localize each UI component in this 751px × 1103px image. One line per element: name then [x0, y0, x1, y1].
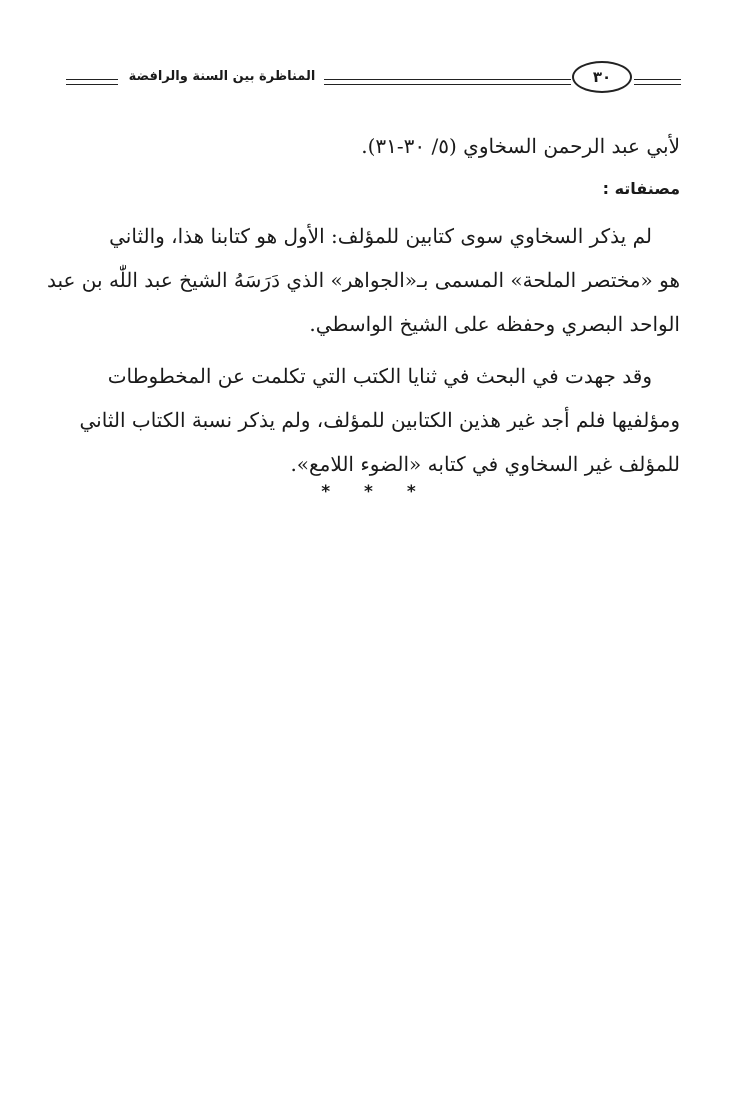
paragraph-research-note [66, 354, 680, 486]
section-heading: مصنفاته : [602, 179, 680, 198]
page-header [66, 58, 681, 98]
header-rule-right [634, 79, 681, 85]
section-separator: * * * [321, 482, 430, 502]
page-body [46, 124, 680, 486]
header-rule-middle [324, 79, 571, 85]
running-title: المناظرة بين السنة والرافضة [128, 69, 316, 84]
paragraph-line: للمؤلف غير السخاوي في كتابه «الضوء اللامع». [290, 452, 680, 476]
paragraph-line: لم يذكر السخاوي سوى كتابين للمؤلف: الأول هو كتابنا هذا، والثاني [109, 224, 652, 248]
paragraph-line: الواحد البصري وحفظه على الشيخ الواسطي. [309, 312, 680, 336]
paragraph-authored-works [46, 214, 680, 346]
paragraph-line: وقد جهدت في البحث في ثنايا الكتب التي تكلمت عن المخطوطات [107, 364, 652, 388]
page-number: ٣٠ [592, 68, 612, 86]
intro-line: لأبي عبد الرحمن السخاوي (٥/ ٣٠-٣١). [361, 134, 680, 158]
header-rule-left [66, 79, 118, 85]
page-number-badge [572, 61, 632, 93]
paragraph-line: ومؤلفيها فلم أجد غير هذين الكتابين للمؤلف، ولم يذكر نسبة الكتاب الثاني [79, 408, 680, 432]
paragraph-line: هو «مختصر الملحة» المسمى بـ«الجواهر» الذي دَرَسَهُ الشيخ عبد اللّٰه بن عبد [46, 268, 680, 292]
